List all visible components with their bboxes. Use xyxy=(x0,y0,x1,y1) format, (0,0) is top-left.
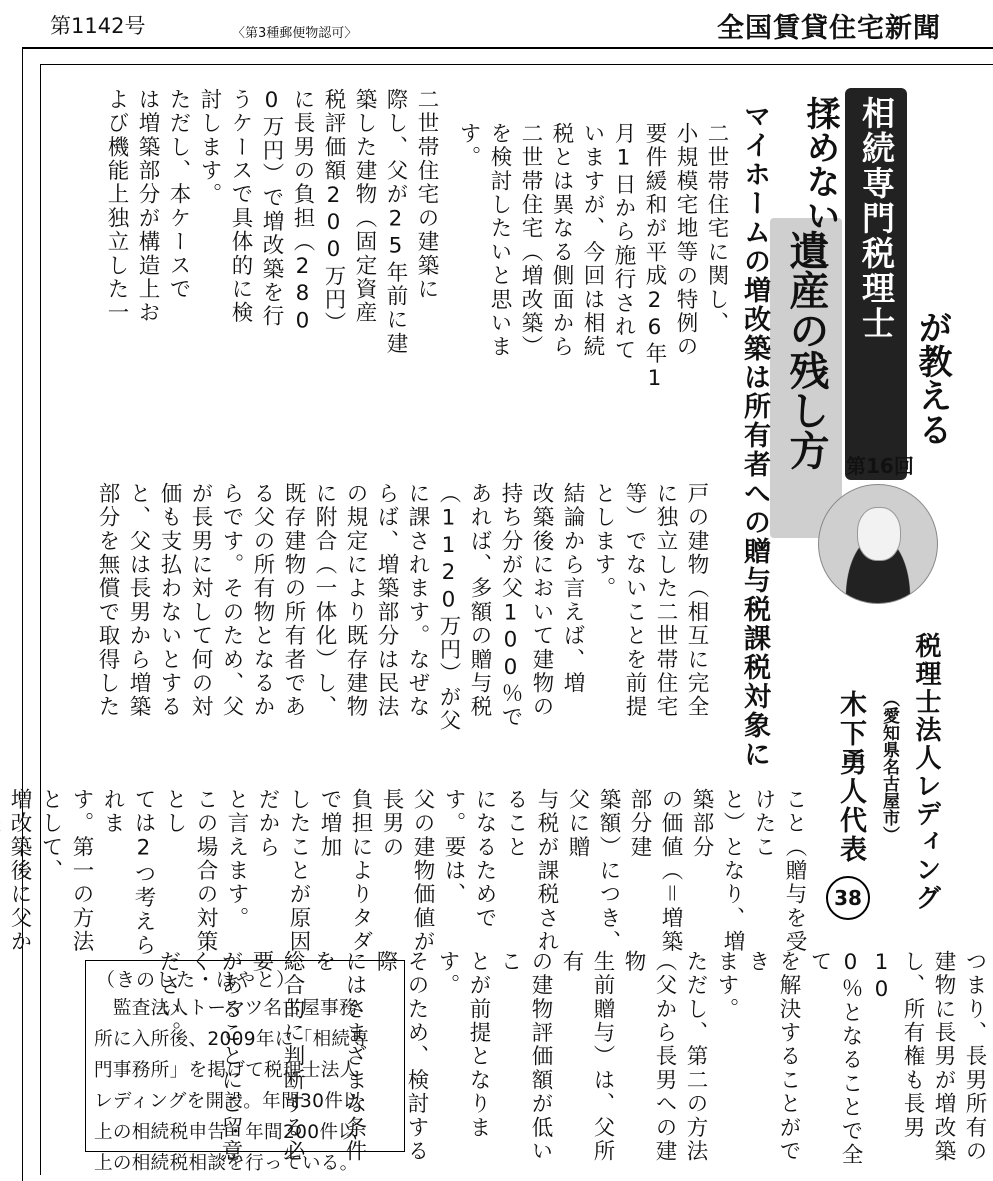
body-col5-line: ただし、第二の方法 xyxy=(683,950,708,1164)
body-col5-line: そのため、検討する際 xyxy=(373,950,429,1164)
body-col3-line: らば、増築部分は民法 xyxy=(374,482,399,719)
body-col5-line: があることにご留意く xyxy=(187,950,243,1164)
body-col3-line: 部分を無償で取得した xyxy=(95,482,120,719)
series-title-badge xyxy=(845,88,907,480)
body-col2-line: に長男の負担（280 xyxy=(290,88,315,336)
author-age: 38 xyxy=(826,876,870,920)
episode-number: 第16回 xyxy=(846,454,914,478)
body-col3-line: 既存建物の所有者であ xyxy=(281,482,306,719)
body-col5-line: 0％となることで全て xyxy=(807,950,863,1167)
body-col4-line: したことが原因だから xyxy=(255,788,311,954)
body-col3-line: に独立した二世帯住宅 xyxy=(653,482,678,719)
body-col2-line: 際し、父が25年前に建 xyxy=(383,88,408,356)
body-col4-line: この場合の対策とし xyxy=(162,788,218,954)
series-subtitle-badge xyxy=(770,218,842,538)
bio-title: （きのした・はやと） xyxy=(96,969,297,991)
body-col2-line: 築した建物（固定資産 xyxy=(352,88,377,325)
body-col4-line: 築額）につき、父に贈 xyxy=(565,788,621,954)
series-lead: 揉めない xyxy=(800,96,840,232)
body-col2-line: は増築部分が構造上お xyxy=(135,88,160,325)
bio-line: レディングを開設。年間30件以 xyxy=(94,1091,363,1112)
body-col4-line: の価値（＝増築部分建 xyxy=(627,788,683,954)
body-col3-line: が長男に対して何の対 xyxy=(188,482,213,719)
body-col1-line: いますが、今回は相続 xyxy=(580,122,605,359)
body-col5-line: ます。 xyxy=(714,950,739,1022)
body-col2-line: よび機能上独立した一 xyxy=(104,88,129,325)
postal-permit: 〈第3種郵便物認可〉 xyxy=(232,26,358,41)
body-col3-line: の規定により既存建物 xyxy=(343,482,368,719)
bio-body xyxy=(94,993,398,1179)
series-title-main: 相続専門税理士 xyxy=(857,96,896,341)
body-col5-line: つまり、長男所有の xyxy=(962,950,987,1164)
body-col5-line: ださい。 xyxy=(156,950,181,1045)
series-title-suffix-block xyxy=(908,88,956,508)
body-col3-line: 戸の建物（相互に完全 xyxy=(684,482,709,719)
body-column-1 xyxy=(452,122,732,452)
author-city: （愛知県名古屋市） xyxy=(879,690,899,843)
bio-line: 監査法人トーマツ名古屋事務 xyxy=(94,998,358,1019)
body-col3-line: とします。 xyxy=(591,482,616,601)
body-col1-line: 二世帯住宅（増改築） xyxy=(518,122,543,359)
body-col3-line: 結論から言えば、増 xyxy=(560,482,585,696)
body-col4-line: 父の建物価値が長男の xyxy=(379,788,435,954)
body-column-2 xyxy=(72,88,442,508)
body-col3-line: る父の所有物となるか xyxy=(250,482,275,719)
body-col2-line: 税評価額200万円） xyxy=(321,88,346,336)
body-col4-line: 増改築後に父か xyxy=(7,788,32,954)
body-col5-line: を解決することができ xyxy=(745,950,801,1164)
author-name: 木下勇人代表 xyxy=(835,690,866,864)
bio-line: 所に入所後、2009年に「相続専 xyxy=(94,1029,370,1050)
series-subtitle: 遺産の残し方 xyxy=(783,230,830,470)
body-col4-line: 与税が課税されること xyxy=(503,788,559,954)
body-col2-line: ただし、本ケースで xyxy=(166,88,191,302)
body-col1-line: す。 xyxy=(456,122,481,170)
body-col5-line: とが前提となります。 xyxy=(435,950,491,1140)
body-col5-line: （父から長男への建物 xyxy=(621,950,677,1164)
body-col2-line: 0万円）で増改築を行 xyxy=(259,88,284,329)
body-col4-line: す。第一の方法として、 xyxy=(38,788,94,954)
body-col1-line: を検討したいと思いま xyxy=(487,122,512,359)
body-col3-line: に課されます。なぜな xyxy=(405,482,430,719)
body-col1-line: 税とは異なる側面から xyxy=(549,122,574,359)
body-col3-line: 等）でないことを前提 xyxy=(622,482,647,719)
body-col2-line: うケースで具体的に検 xyxy=(228,88,253,325)
body-col3-line: 持ち分が父100％で xyxy=(498,482,523,730)
body-col3-line: 価も支払わないとする xyxy=(157,482,182,719)
body-col4-line: こと（贈与を受けたこ xyxy=(751,788,807,954)
body-col2-line: 討します。 xyxy=(197,88,222,207)
body-col4-line: ては2つ考えられま xyxy=(100,788,156,958)
body-col1-line: 二世帯住宅に関し、 xyxy=(704,122,729,336)
author-face xyxy=(857,507,901,561)
body-col2-line: 二世帯住宅の建築に xyxy=(414,88,439,302)
body-col5-line: 生前贈与）は、父所有 xyxy=(559,950,615,1164)
body-col5-line: にはさまざまな条件を xyxy=(311,950,367,1164)
series-lead-block xyxy=(790,96,850,256)
headline: マイホームの増改築は所有者への贈与税課税対象に xyxy=(739,102,770,769)
body-col1-line: 要件緩和が平成26年1 xyxy=(642,122,667,394)
newspaper-name: 全国賃貸住宅新聞 xyxy=(717,13,941,44)
author-photo xyxy=(818,484,938,604)
body-col4-line: と）となり、増築部分 xyxy=(689,788,745,954)
author-affiliation: 税理士法人レディング xyxy=(911,632,941,912)
author-bio-box xyxy=(85,960,405,1174)
body-col3-line: あれば、多額の贈与税 xyxy=(467,482,492,719)
body-column-3 xyxy=(72,482,712,792)
bio-line: 上の相続税相談を行っている。 xyxy=(94,1153,359,1174)
body-col4-line: 負担によりタダで増加 xyxy=(317,788,373,954)
body-col3-line: 改築後において建物の xyxy=(529,482,554,719)
body-col1-line: 月1日から施行されて xyxy=(611,122,636,363)
left-rule xyxy=(22,47,23,1181)
body-col5-line: の建物評価額が低いこ xyxy=(497,950,553,1164)
body-col3-line: に附合（一体化）し、 xyxy=(312,482,337,719)
body-col5-line: 総合的に判断する必要 xyxy=(249,950,305,1164)
body-col3-line: らです。そのため、父 xyxy=(219,482,244,719)
body-column-4 xyxy=(7,788,810,958)
issue-number: 第1142号 xyxy=(50,14,146,38)
header-rule xyxy=(22,47,993,49)
body-col3-line: と、父は長男から増築 xyxy=(126,482,151,719)
body-col3-line: （1120万円）が父 xyxy=(436,482,461,733)
series-title-suffix: が教える xyxy=(912,310,952,446)
masthead xyxy=(0,0,993,46)
body-col5-line: 建物に長男が増改築 xyxy=(931,950,956,1164)
body-col1-line: 小規模宅地等の特例の xyxy=(673,122,698,359)
bio-line: 門事務所」を掲げて税理士法人 xyxy=(94,1060,359,1081)
body-col4-line: になるためです。要は、 xyxy=(441,788,497,931)
body-col5-line: し、所有権も長男10 xyxy=(869,950,925,1140)
bio-line: 上の相続税申告・年間200件以 xyxy=(94,1122,358,1143)
body-col4-line: と言えます。 xyxy=(224,788,249,931)
